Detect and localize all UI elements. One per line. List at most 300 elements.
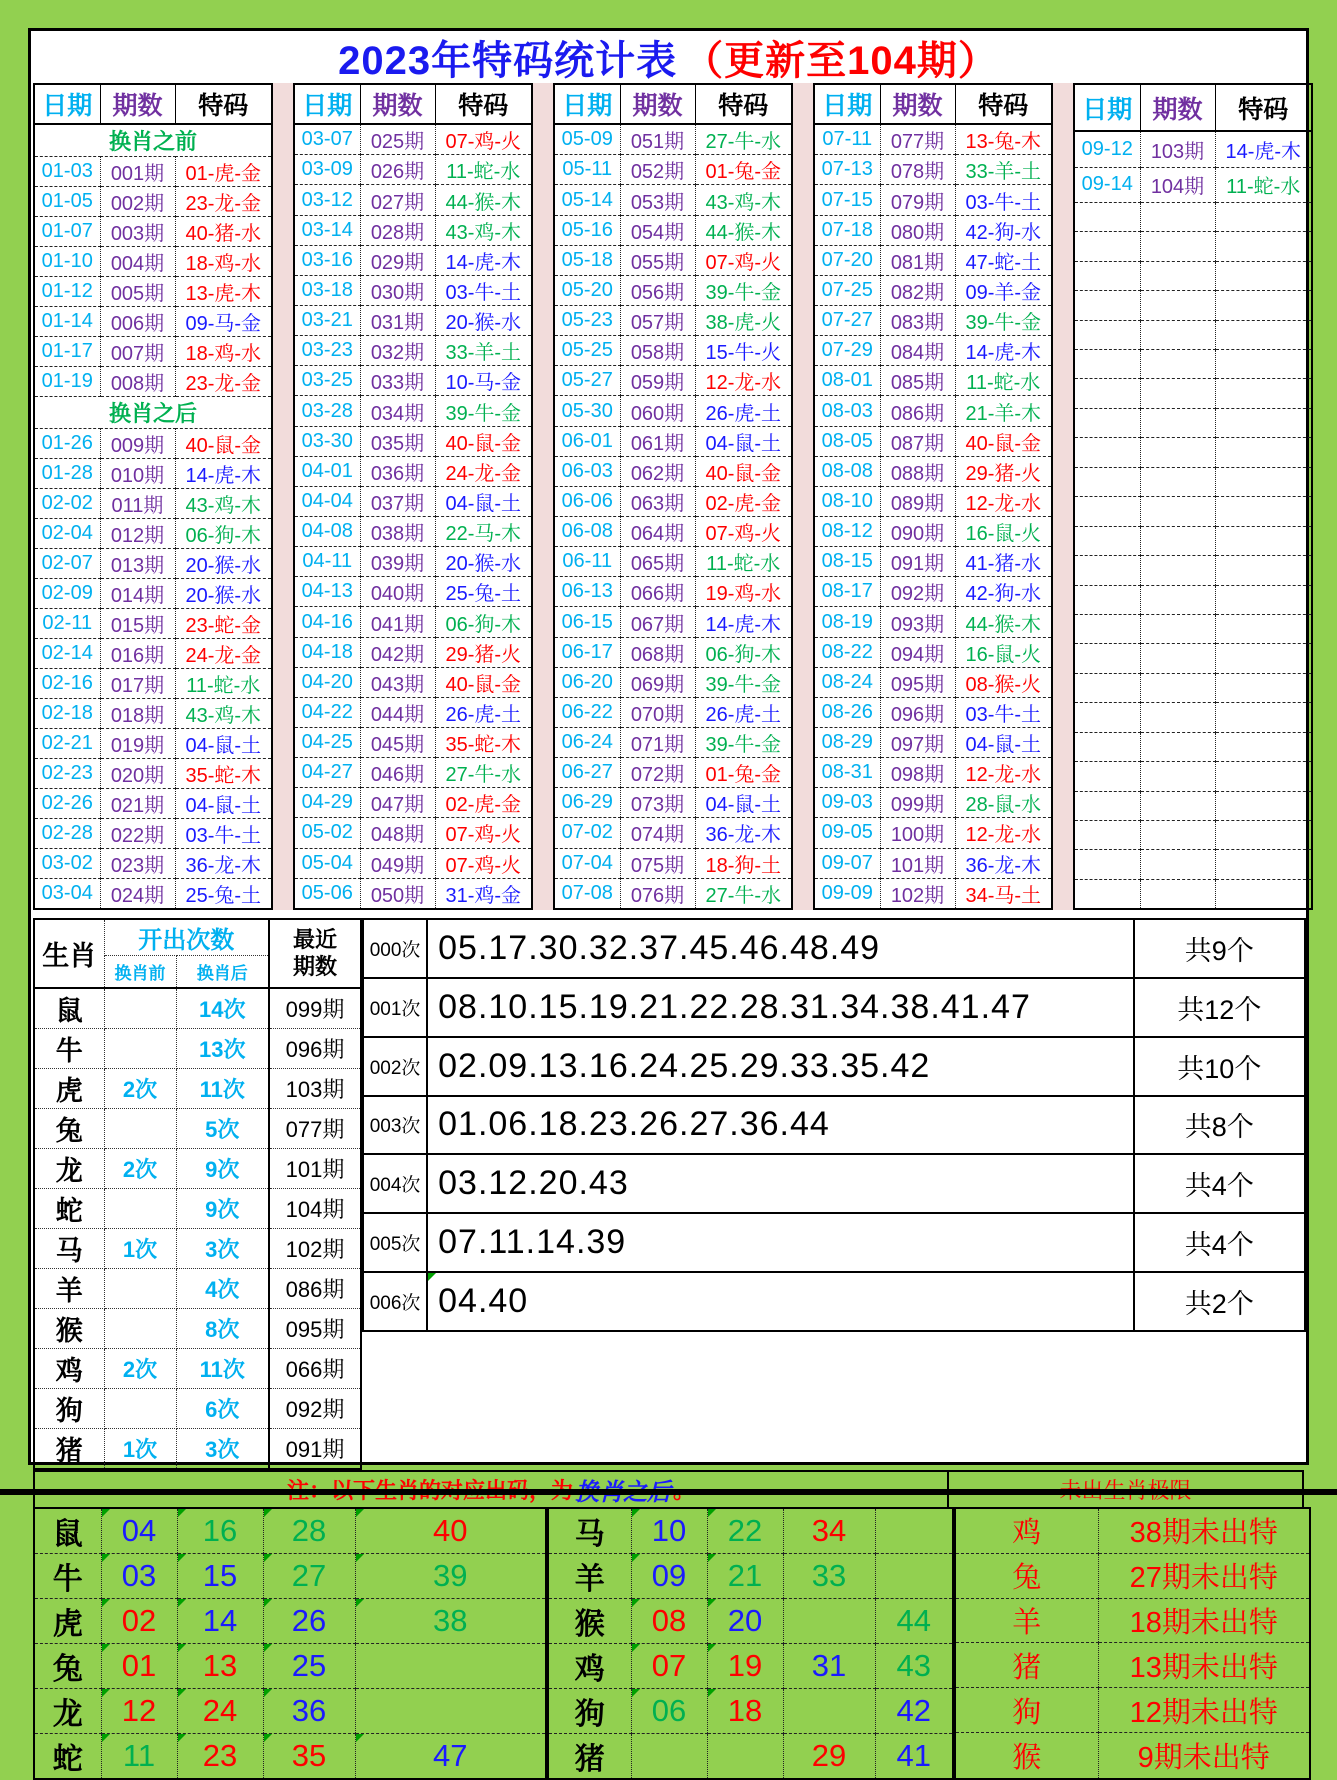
result-row [1074,379,1312,408]
limit-zodiac-cell: 兔 [955,1553,1098,1598]
date-cell: 06-27 [554,758,620,788]
result-row [1074,614,1312,643]
period-cell: 001期 [100,157,175,187]
result-row [34,187,272,217]
special-code-cell: 09-羊-金 [955,275,1052,305]
period-cell: 021期 [100,789,175,819]
date-cell: 02-04 [34,519,100,549]
date-cell: 08-22 [814,637,880,667]
period-cell [1140,614,1215,643]
period-cell: 100期 [880,818,955,848]
result-row [294,275,532,305]
period-cell: 005期 [100,277,175,307]
column-header: 日期 [814,84,880,124]
result-row [1074,732,1312,761]
period-cell [1140,497,1215,526]
date-cell: 03-25 [294,366,360,396]
special-code-cell [1215,379,1312,408]
before-count-cell [104,1028,176,1068]
bottom-number-cell [875,1508,953,1554]
special-code-cell: 26-虎-土 [695,697,792,727]
section-label: 换肖之前 [34,124,272,157]
limit-text-cell: 27期未出特 [1098,1553,1310,1598]
after-count-cell: 6次 [176,1388,269,1428]
special-code-cell [1215,408,1312,437]
header-row [554,84,792,124]
result-row [814,728,1052,758]
date-cell: 06-01 [554,426,620,456]
period-cell: 009期 [100,429,175,459]
result-row [294,215,532,245]
number-frequency-table [362,918,1306,1332]
result-row [34,459,272,489]
result-row [1074,131,1312,167]
date-cell: 05-04 [294,848,360,878]
limit-zodiac-cell: 猪 [955,1643,1098,1688]
result-row [34,277,272,307]
period-cell: 086期 [880,396,955,426]
period-cell: 046期 [360,758,435,788]
result-row [814,637,1052,667]
section-row [34,397,272,429]
result-row [1074,261,1312,290]
recent-period-cell: 095期 [269,1308,361,1348]
result-row [814,607,1052,637]
period-cell: 082期 [880,275,955,305]
special-code-cell: 11-蛇-水 [955,366,1052,396]
date-cell: 06-20 [554,667,620,697]
date-cell: 08-19 [814,607,880,637]
date-cell: 02-28 [34,819,100,849]
special-code-cell: 39-牛-金 [695,275,792,305]
date-cell: 09-14 [1074,167,1140,202]
period-cell [1140,379,1215,408]
date-cell [1074,879,1140,909]
period-cell: 038期 [360,517,435,547]
special-code-cell: 27-牛-水 [695,878,792,909]
bottom-number-cell: 43 [875,1643,953,1688]
window-edge [0,1489,1337,1495]
bottom-number-cell: 09 [631,1553,707,1598]
special-code-cell: 35-蛇-木 [435,728,532,758]
column-header: 期数 [100,84,175,124]
result-row [814,667,1052,697]
result-row [554,878,792,909]
date-cell: 07-18 [814,215,880,245]
special-code-cell: 04-鼠-土 [175,789,272,819]
bottom-zodiac-cell: 鸡 [548,1643,631,1688]
period-cell: 078期 [880,155,955,185]
date-cell: 05-06 [294,878,360,909]
date-cell: 01-17 [34,337,100,367]
result-row [34,429,272,459]
period-cell: 013期 [100,549,175,579]
date-cell: 07-20 [814,245,880,275]
special-code-cell: 01-兔-金 [695,155,792,185]
mapping-row [34,1643,546,1688]
bottom-number-cell: 25 [263,1643,355,1688]
results-table [293,83,533,910]
date-cell: 08-12 [814,517,880,547]
special-code-cell: 23-蛇-金 [175,609,272,639]
special-code-cell: 14-虎-木 [1215,131,1312,167]
result-row [34,729,272,759]
date-cell: 06-15 [554,607,620,637]
special-code-cell [1215,438,1312,467]
special-code-cell: 36-龙-木 [175,849,272,879]
period-cell: 061期 [620,426,695,456]
result-row [34,579,272,609]
period-cell: 055期 [620,245,695,275]
date-cell: 03-07 [294,124,360,155]
period-cell: 037期 [360,486,435,516]
before-count-cell [104,1268,176,1308]
period-cell: 026期 [360,155,435,185]
result-row [294,306,532,336]
bottom-number-cell [631,1733,707,1779]
result-row [814,366,1052,396]
zodiac-stats-row [34,1228,361,1268]
bottom-number-cell: 23 [177,1733,263,1779]
result-row [554,637,792,667]
date-cell: 05-23 [554,306,620,336]
frequency-row [363,1096,1305,1155]
bottom-number-cell: 35 [263,1733,355,1779]
after-count-cell: 14次 [176,988,269,1029]
mapping-row [34,1553,546,1598]
limit-row [955,1643,1310,1688]
special-code-cell: 27-牛-水 [435,758,532,788]
date-cell: 02-21 [34,729,100,759]
special-code-cell: 29-猪-火 [955,456,1052,486]
result-row [34,489,272,519]
special-code-cell: 19-鸡-水 [695,577,792,607]
special-code-cell: 12-龙-水 [955,818,1052,848]
result-row [554,848,792,878]
zodiac-cell: 牛 [34,1028,104,1068]
result-row [294,456,532,486]
bottom-number-cell [707,1733,783,1779]
result-row [814,306,1052,336]
results-table [1073,83,1313,910]
mapping-row [34,1508,546,1554]
mapping-table-middle [547,1507,954,1780]
period-cell: 095期 [880,667,955,697]
date-cell: 03-28 [294,396,360,426]
date-cell: 01-12 [34,277,100,307]
special-code-cell: 07-鸡-火 [435,848,532,878]
period-cell: 060期 [620,396,695,426]
bottom-zodiac-cell: 羊 [548,1553,631,1598]
period-cell: 030期 [360,275,435,305]
period-cell: 003期 [100,217,175,247]
before-count-cell [104,1188,176,1228]
period-cell [1140,673,1215,702]
result-row [554,215,792,245]
special-code-cell: 26-虎-土 [435,697,532,727]
zodiac-stats-row [34,1428,361,1469]
column-header: 日期 [1074,84,1140,131]
special-code-cell: 40-鼠-金 [435,667,532,697]
mapping-row [548,1643,953,1688]
period-cell [1140,703,1215,732]
limit-text-cell: 18期未出特 [1098,1598,1310,1643]
bottom-number-cell: 06 [631,1688,707,1733]
special-code-cell: 14-虎-木 [695,607,792,637]
special-code-cell [1215,585,1312,614]
result-row [554,306,792,336]
period-cell: 029期 [360,245,435,275]
date-cell: 03-02 [34,849,100,879]
result-row [554,124,792,155]
result-row [1074,673,1312,702]
period-cell: 073期 [620,788,695,818]
bottom-zodiac-cell: 兔 [34,1643,101,1688]
result-row [34,157,272,187]
special-code-cell: 06-狗-木 [435,607,532,637]
special-code-cell: 04-鼠-土 [695,426,792,456]
result-row [294,848,532,878]
date-cell: 08-03 [814,396,880,426]
frequency-row [363,1213,1305,1272]
bottom-number-cell: 40 [355,1508,546,1554]
period-cell: 008期 [100,367,175,397]
special-code-cell: 38-虎-火 [695,306,792,336]
date-cell: 04-16 [294,607,360,637]
special-code-cell: 28-鼠-水 [955,788,1052,818]
special-code-cell: 31-鸡-金 [435,878,532,909]
result-row [554,607,792,637]
period-cell [1140,791,1215,820]
period-cell: 047期 [360,788,435,818]
bottom-number-cell: 29 [783,1733,875,1779]
limit-row [955,1598,1310,1643]
zodiac-statistics-section [33,918,1304,1470]
result-row [554,155,792,185]
date-cell: 07-27 [814,306,880,336]
result-row [1074,167,1312,202]
bottom-number-cell: 15 [177,1553,263,1598]
special-code-cell: 23-龙-金 [175,367,272,397]
result-row [1074,585,1312,614]
special-code-cell: 26-虎-土 [695,396,792,426]
before-count-cell [104,1308,176,1348]
bottom-number-cell: 16 [177,1508,263,1554]
zodiac-number-mapping [33,1507,1304,1780]
column-header: 特码 [695,84,792,124]
date-cell [1074,732,1140,761]
section-row [34,124,272,157]
special-code-cell: 11-蛇-水 [175,669,272,699]
result-row [294,124,532,155]
special-code-cell: 44-猴-木 [435,185,532,215]
special-code-cell: 12-龙-水 [955,758,1052,788]
special-code-cell: 13-虎-木 [175,277,272,307]
zodiac-stats-row [34,1028,361,1068]
special-code-cell: 03-牛-土 [435,275,532,305]
result-row [554,818,792,848]
period-cell [1140,291,1215,320]
result-row [294,697,532,727]
result-row [814,818,1052,848]
date-cell: 03-04 [34,879,100,910]
period-cell: 011期 [100,489,175,519]
recent-period-cell: 096期 [269,1028,361,1068]
mapping-row [548,1553,953,1598]
recent-period-cell: 102期 [269,1228,361,1268]
date-cell: 08-15 [814,547,880,577]
date-cell: 07-08 [554,878,620,909]
period-cell: 090期 [880,517,955,547]
period-cell: 098期 [880,758,955,788]
result-row [1074,320,1312,349]
after-count-cell: 13次 [176,1028,269,1068]
period-cell: 012期 [100,519,175,549]
result-row [554,275,792,305]
special-code-cell: 09-马-金 [175,307,272,337]
period-cell: 027期 [360,185,435,215]
results-table [33,83,273,910]
period-cell: 014期 [100,579,175,609]
recent-header-line2: 期数 [292,954,337,980]
special-code-cell: 29-猪-火 [435,637,532,667]
result-row [814,185,1052,215]
bottom-number-cell [783,1598,875,1643]
column-header: 日期 [34,84,100,124]
result-row [814,848,1052,878]
pink-divider [533,83,553,910]
period-cell [1140,644,1215,673]
special-code-cell: 04-鼠-土 [955,728,1052,758]
bottom-zodiac-cell: 马 [548,1508,631,1554]
column-header: 期数 [360,84,435,124]
period-cell: 020期 [100,759,175,789]
result-row [34,789,272,819]
date-cell [1074,291,1140,320]
date-cell: 04-22 [294,697,360,727]
special-code-cell: 10-马-金 [435,366,532,396]
period-cell: 049期 [360,848,435,878]
date-cell [1074,850,1140,879]
date-cell: 09-12 [1074,131,1140,167]
title-main: 2023年特码统计表 [338,38,678,83]
special-code-cell: 14-虎-木 [435,245,532,275]
recent-period-cell: 077期 [269,1108,361,1148]
freq-count-label: 004次 [363,1154,427,1213]
zodiac-header: 生肖 [34,919,104,988]
result-row [554,788,792,818]
zodiac-cell: 蛇 [34,1188,104,1228]
period-cell: 036期 [360,456,435,486]
after-count-cell: 9次 [176,1148,269,1188]
before-count-cell: 2次 [104,1068,176,1108]
period-cell [1140,585,1215,614]
result-row [294,426,532,456]
header-row [1074,84,1312,131]
date-cell [1074,703,1140,732]
limit-text-cell: 12期未出特 [1098,1688,1310,1733]
result-row [554,697,792,727]
period-cell [1140,320,1215,349]
mapping-row [548,1598,953,1643]
result-row [554,456,792,486]
date-cell: 07-04 [554,848,620,878]
result-row [554,366,792,396]
result-row [1074,850,1312,879]
recent-period-cell: 086期 [269,1268,361,1308]
result-row [554,426,792,456]
period-cell: 033期 [360,366,435,396]
period-cell: 097期 [880,728,955,758]
date-cell: 07-13 [814,155,880,185]
result-row [294,155,532,185]
frequency-row [363,1272,1305,1331]
special-code-cell: 39-牛-金 [695,667,792,697]
result-row [814,486,1052,516]
zodiac-stats-row [34,1268,361,1308]
limit-row [955,1553,1310,1598]
special-code-cell: 03-牛-土 [175,819,272,849]
period-cell: 002期 [100,187,175,217]
special-code-cell: 02-虎-金 [695,486,792,516]
result-row [554,517,792,547]
bottom-zodiac-cell: 龙 [34,1688,101,1733]
period-cell: 039期 [360,547,435,577]
limit-row [955,1688,1310,1733]
mapping-row [548,1733,953,1779]
result-row [34,669,272,699]
period-cell: 068期 [620,637,695,667]
column-header: 日期 [294,84,360,124]
special-code-cell: 06-狗-木 [175,519,272,549]
column-header: 特码 [955,84,1052,124]
special-code-cell: 07-鸡-火 [695,245,792,275]
special-code-cell [1215,703,1312,732]
bottom-number-cell: 19 [707,1643,783,1688]
result-row [1074,438,1312,467]
period-cell: 053期 [620,185,695,215]
period-cell: 032期 [360,336,435,366]
period-cell: 042期 [360,637,435,667]
period-cell: 081期 [880,245,955,275]
special-code-cell: 25-兔-土 [175,879,272,910]
bottom-number-cell: 33 [783,1553,875,1598]
special-code-cell: 11-蛇-水 [435,155,532,185]
result-row [294,607,532,637]
result-row [814,517,1052,547]
period-cell: 024期 [100,879,175,910]
date-cell: 06-13 [554,577,620,607]
result-row [1074,291,1312,320]
freq-numbers-cell: 02.09.13.16.24.25.29.33.35.42 [427,1037,1134,1096]
period-cell [1140,350,1215,379]
special-code-cell [1215,673,1312,702]
freq-total-cell: 共4个 [1134,1213,1305,1272]
special-code-cell: 14-虎-木 [955,336,1052,366]
bottom-zodiac-cell: 狗 [548,1688,631,1733]
result-row [294,728,532,758]
result-row [554,396,792,426]
mapping-row [34,1688,546,1733]
date-cell: 08-31 [814,758,880,788]
date-cell: 02-02 [34,489,100,519]
result-row [294,185,532,215]
special-code-cell: 16-鼠-火 [955,517,1052,547]
period-cell: 028期 [360,215,435,245]
limit-text-cell: 38期未出特 [1098,1508,1310,1554]
result-row [814,758,1052,788]
period-cell [1140,261,1215,290]
